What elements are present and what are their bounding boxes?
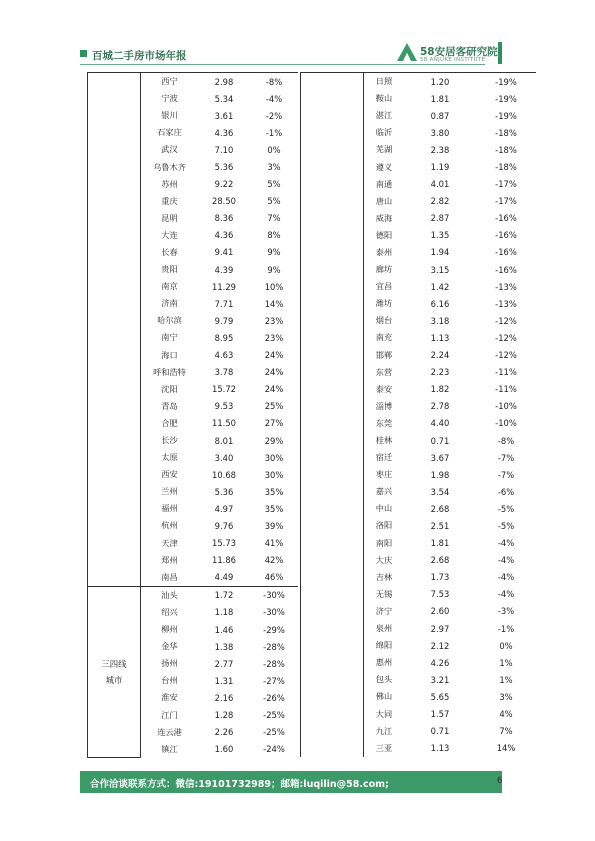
city-name: 合肥 (161, 417, 178, 428)
city-change: 25% (264, 401, 284, 412)
city-name: 西安 (161, 469, 178, 480)
city-price: 8.36 (214, 213, 234, 224)
city-price: 2.26 (214, 727, 234, 738)
city-price: 2.68 (430, 503, 450, 514)
city-change: -8% (250, 73, 298, 91)
city-change: -28% (263, 658, 285, 669)
city-price: 9.41 (214, 247, 234, 258)
city-change: 7% (499, 726, 513, 737)
city-name: 济南 (161, 298, 178, 309)
city-change: -26% (263, 692, 285, 703)
city-price: 7.71 (214, 298, 234, 309)
city-change: -29% (263, 624, 285, 635)
city-price: 11.86 (212, 555, 236, 566)
city-name: 宁波 (161, 93, 178, 104)
city-change: 10% (264, 281, 284, 292)
city-price: 3.61 (214, 110, 234, 121)
city-change: -16% (495, 247, 517, 258)
city-change: -30% (250, 586, 298, 604)
city-price: 9.76 (214, 520, 234, 531)
city-change: -6% (497, 486, 515, 497)
city-name: 银川 (161, 110, 178, 121)
city-name: 大连 (161, 229, 178, 240)
report-title-text: 百城二手房市场年报 (92, 50, 187, 62)
city-name: 海口 (161, 349, 178, 360)
city-change: -5% (497, 520, 515, 531)
city-price: 2.12 (430, 640, 450, 651)
header-accent-bar (498, 42, 502, 64)
city-price: 28.50 (212, 196, 236, 207)
city-change: -25% (263, 710, 285, 721)
city-price: 1.13 (430, 743, 450, 754)
city-change: 24% (264, 367, 284, 378)
city-price: 1.72 (198, 586, 250, 604)
city-change: -5% (497, 503, 515, 514)
city-change: -12% (495, 315, 517, 326)
city-name: 鞍山 (375, 93, 393, 104)
city-price: 1.35 (430, 230, 450, 241)
city-change: -4% (497, 538, 515, 549)
city-price: 2.87 (430, 213, 450, 224)
brand-name: 58安居客研究院 (420, 46, 498, 58)
city-name: 中山 (375, 503, 393, 514)
city-change: 0% (267, 144, 281, 155)
city-change: -17% (495, 196, 517, 207)
city-change: -16% (495, 213, 517, 224)
city-name: 佛山 (375, 691, 393, 702)
header-divider (80, 64, 485, 65)
city-price: 2.98 (198, 73, 250, 91)
city-change: -19% (495, 110, 517, 121)
city-price: 4.49 (214, 572, 234, 583)
city-name: 昆明 (161, 212, 178, 223)
city-name: 遵义 (375, 161, 393, 172)
city-name: 宿迁 (375, 452, 393, 463)
right-city-table (300, 72, 536, 757)
city-change: 35% (264, 503, 284, 514)
city-price: 2.82 (430, 196, 450, 207)
city-price: 1.82 (430, 384, 450, 395)
city-price: 3.80 (430, 127, 450, 138)
city-name: 郑州 (161, 554, 178, 565)
report-title (82, 48, 187, 63)
city-change: -2% (265, 110, 283, 121)
city-change: -18% (495, 127, 517, 138)
city-name: 杭州 (161, 520, 178, 531)
city-price: 4.63 (214, 350, 234, 361)
city-price: 11.50 (212, 418, 236, 429)
city-change: -1% (497, 623, 515, 634)
city-name: 哈尔滨 (157, 315, 182, 326)
group-label-cell: 三四线 城市 (88, 586, 141, 757)
city-name: 江门 (161, 709, 178, 720)
city-price: 3.67 (430, 452, 450, 463)
city-price: 2.77 (214, 658, 234, 669)
city-name: 金华 (161, 641, 178, 652)
city-change: -10% (495, 418, 517, 429)
city-name: 连云港 (157, 726, 182, 737)
page-number: 6 (497, 776, 503, 786)
city-price: 1.31 (214, 675, 234, 686)
city-price: 1.38 (214, 641, 234, 652)
city-name: 吉林 (375, 571, 393, 582)
city-name: 南昌 (161, 571, 178, 582)
city-name: 沈阳 (161, 383, 178, 394)
city-change: -16% (495, 230, 517, 241)
city-name: 桂林 (375, 435, 393, 446)
city-name: 绵阳 (375, 640, 393, 651)
city-change: -28% (263, 641, 285, 652)
city-name: 武汉 (161, 144, 178, 155)
city-price: 2.97 (430, 623, 450, 634)
city-price: 2.51 (430, 520, 450, 531)
city-change: -13% (495, 298, 517, 309)
city-change: -17% (495, 179, 517, 190)
city-price: 4.36 (214, 230, 234, 241)
city-change: -16% (495, 264, 517, 275)
city-name: 汕头 (141, 586, 199, 604)
city-price: 1.60 (214, 744, 234, 755)
city-name: 洛阳 (375, 520, 393, 531)
city-name: 泰州 (375, 246, 393, 257)
city-change: -12% (495, 350, 517, 361)
city-price: 2.23 (430, 367, 450, 378)
city-change: 41% (264, 538, 284, 549)
city-name: 南宁 (161, 332, 178, 343)
city-change: -1% (265, 127, 283, 138)
city-change: 23% (264, 315, 284, 326)
city-price: 1.13 (430, 332, 450, 343)
city-change: -11% (495, 384, 517, 395)
city-name: 芜湖 (375, 144, 393, 155)
city-change: 8% (267, 230, 281, 241)
city-price: 5.36 (214, 162, 234, 173)
city-price: 1.57 (430, 709, 450, 720)
city-price: 5.36 (214, 486, 234, 497)
city-change: 4% (499, 709, 513, 720)
city-name: 德阳 (375, 229, 393, 240)
city-name: 大同 (375, 708, 393, 719)
city-name: 重庆 (161, 195, 178, 206)
city-name: 唐山 (375, 195, 393, 206)
city-change: 9% (267, 264, 281, 275)
city-name: 无锡 (375, 588, 393, 599)
city-price: 1.28 (214, 710, 234, 721)
city-name: 青岛 (161, 400, 178, 411)
city-name: 泰安 (375, 383, 393, 394)
city-name: 泉州 (375, 623, 393, 634)
city-price: 6.16 (430, 298, 450, 309)
city-price: 1.73 (430, 572, 450, 583)
city-change: 23% (264, 332, 284, 343)
city-change: -7% (497, 469, 515, 480)
city-price: 3.40 (214, 452, 234, 463)
city-change: 1% (499, 674, 513, 685)
city-price: 7.53 (430, 589, 450, 600)
city-change: -18% (495, 162, 517, 173)
city-name: 九江 (375, 725, 393, 736)
city-name: 柳州 (161, 624, 178, 635)
city-change: -11% (495, 367, 517, 378)
city-change: 3% (267, 162, 281, 173)
city-name: 大庆 (375, 554, 393, 565)
city-name: 嘉兴 (375, 486, 393, 497)
city-change: -18% (495, 144, 517, 155)
city-price: 0.71 (430, 726, 450, 737)
city-change: -4% (497, 555, 515, 566)
city-price: 3.78 (214, 367, 234, 378)
city-name: 南京 (161, 281, 178, 292)
city-change: -8% (497, 435, 515, 446)
city-change: 14% (496, 743, 516, 754)
city-name: 绍兴 (161, 606, 178, 617)
city-name: 扬州 (161, 658, 178, 669)
city-name: 邯郸 (375, 349, 393, 360)
city-price: 4.36 (214, 127, 234, 138)
city-price: 4.97 (214, 503, 234, 514)
city-name: 福州 (161, 503, 178, 514)
city-name: 包头 (375, 674, 393, 685)
city-name: 兰州 (161, 486, 178, 497)
city-name: 淄博 (375, 400, 393, 411)
city-price: 15.72 (212, 384, 236, 395)
city-name: 台州 (161, 675, 178, 686)
city-change: 9% (267, 247, 281, 258)
city-name: 烟台 (375, 315, 393, 326)
city-price: 5.65 (430, 691, 450, 702)
city-price: 3.21 (430, 674, 450, 685)
city-change: -10% (495, 401, 517, 412)
city-price: 11.29 (212, 281, 236, 292)
city-price: 2.24 (430, 350, 450, 361)
left-city-table (87, 72, 298, 758)
city-name: 贵阳 (161, 264, 178, 275)
city-price: 4.01 (430, 179, 450, 190)
group-cell (88, 73, 141, 587)
city-change: 27% (264, 418, 284, 429)
city-name: 太原 (161, 452, 178, 463)
city-price: 2.38 (430, 144, 450, 155)
city-name: 廊坊 (375, 264, 393, 275)
city-price: 8.01 (214, 435, 234, 446)
city-change: -4% (497, 589, 515, 600)
city-price: 9.53 (214, 401, 234, 412)
city-price: 1.46 (214, 624, 234, 635)
city-price: 1.42 (430, 281, 450, 292)
city-price: 4.40 (430, 418, 450, 429)
city-change: -19% (476, 73, 536, 91)
city-change: 5% (267, 196, 281, 207)
table-row (301, 73, 537, 91)
city-name: 淮安 (161, 692, 178, 703)
city-name: 潍坊 (375, 298, 393, 309)
table-row (88, 73, 299, 91)
city-change: 46% (264, 572, 284, 583)
city-name: 湛江 (375, 110, 393, 121)
city-name: 呼和浩特 (153, 366, 186, 377)
city-price: 4.26 (430, 657, 450, 668)
city-price: 1.19 (430, 162, 450, 173)
city-name: 西宁 (141, 73, 199, 91)
city-change: -4% (265, 93, 283, 104)
city-change: -12% (495, 332, 517, 343)
city-name: 东营 (375, 366, 393, 377)
city-name: 南通 (375, 178, 393, 189)
city-name: 宜昌 (375, 281, 393, 292)
city-name: 东莞 (375, 417, 393, 428)
city-change: -30% (263, 607, 285, 618)
city-price: 15.73 (212, 538, 236, 549)
footer-contact: 合作洽谈联系方式：微信:19101732989；邮箱:luqilin@58.com; (90, 779, 389, 790)
city-change: 7% (267, 213, 281, 224)
city-price: 4.39 (214, 264, 234, 275)
spacer-cell (301, 73, 364, 757)
city-price: 9.79 (214, 315, 234, 326)
city-name: 长春 (161, 246, 178, 257)
city-change: 30% (264, 452, 284, 463)
city-name: 三亚 (375, 742, 393, 753)
city-name: 镇江 (161, 743, 178, 754)
city-price: 5.34 (214, 93, 234, 104)
city-name: 石家庄 (157, 127, 182, 138)
city-price: 0.87 (430, 110, 450, 121)
city-name: 日照 (364, 73, 405, 91)
city-change: -24% (263, 744, 285, 755)
city-name: 威海 (375, 212, 393, 223)
city-name: 惠州 (375, 657, 393, 668)
city-price: 1.81 (430, 93, 450, 104)
city-change: 30% (264, 469, 284, 480)
city-change: 39% (264, 520, 284, 531)
city-name: 天津 (161, 537, 178, 548)
brand-subtitle: 58 ANJUKE INSTITUTE (420, 57, 486, 63)
city-change: 24% (264, 384, 284, 395)
city-change: -27% (263, 675, 285, 686)
city-price: 7.10 (214, 144, 234, 155)
city-change: 5% (267, 179, 281, 190)
city-price: 0.71 (430, 435, 450, 446)
city-price: 1.81 (430, 538, 450, 549)
city-price: 2.60 (430, 606, 450, 617)
city-change: 24% (264, 350, 284, 361)
city-change: -4% (497, 572, 515, 583)
city-price: 2.68 (430, 555, 450, 566)
city-change: -3% (497, 606, 515, 617)
city-change: 42% (264, 555, 284, 566)
city-change: -19% (495, 93, 517, 104)
city-price: 2.78 (430, 401, 450, 412)
city-name: 南充 (375, 332, 393, 343)
city-price: 8.95 (214, 332, 234, 343)
city-price: 3.54 (430, 486, 450, 497)
table-row (88, 586, 299, 604)
city-change: 1% (499, 657, 513, 668)
city-price: 10.68 (212, 469, 236, 480)
city-name: 苏州 (161, 178, 178, 189)
city-price: 1.18 (214, 607, 234, 618)
city-name: 枣庄 (375, 469, 393, 480)
city-price: 3.15 (430, 264, 450, 275)
city-change: 29% (264, 435, 284, 446)
city-price: 1.94 (430, 247, 450, 258)
city-change: 14% (264, 298, 284, 309)
city-name: 乌鲁木齐 (153, 161, 186, 172)
city-change: -7% (497, 452, 515, 463)
city-price: 1.98 (430, 469, 450, 480)
city-change: -13% (495, 281, 517, 292)
anjuke-logo-icon (396, 42, 418, 62)
city-price: 1.20 (404, 73, 476, 91)
city-change: -25% (263, 727, 285, 738)
city-name: 济宁 (375, 605, 393, 616)
city-name: 南阳 (375, 537, 393, 548)
city-price: 2.16 (214, 692, 234, 703)
city-change: 35% (264, 486, 284, 497)
city-price: 3.18 (430, 315, 450, 326)
city-price: 9.22 (214, 179, 234, 190)
city-change: 3% (499, 691, 513, 702)
city-name: 临沂 (375, 127, 393, 138)
city-change: 0% (499, 640, 513, 651)
city-name: 长沙 (161, 435, 178, 446)
